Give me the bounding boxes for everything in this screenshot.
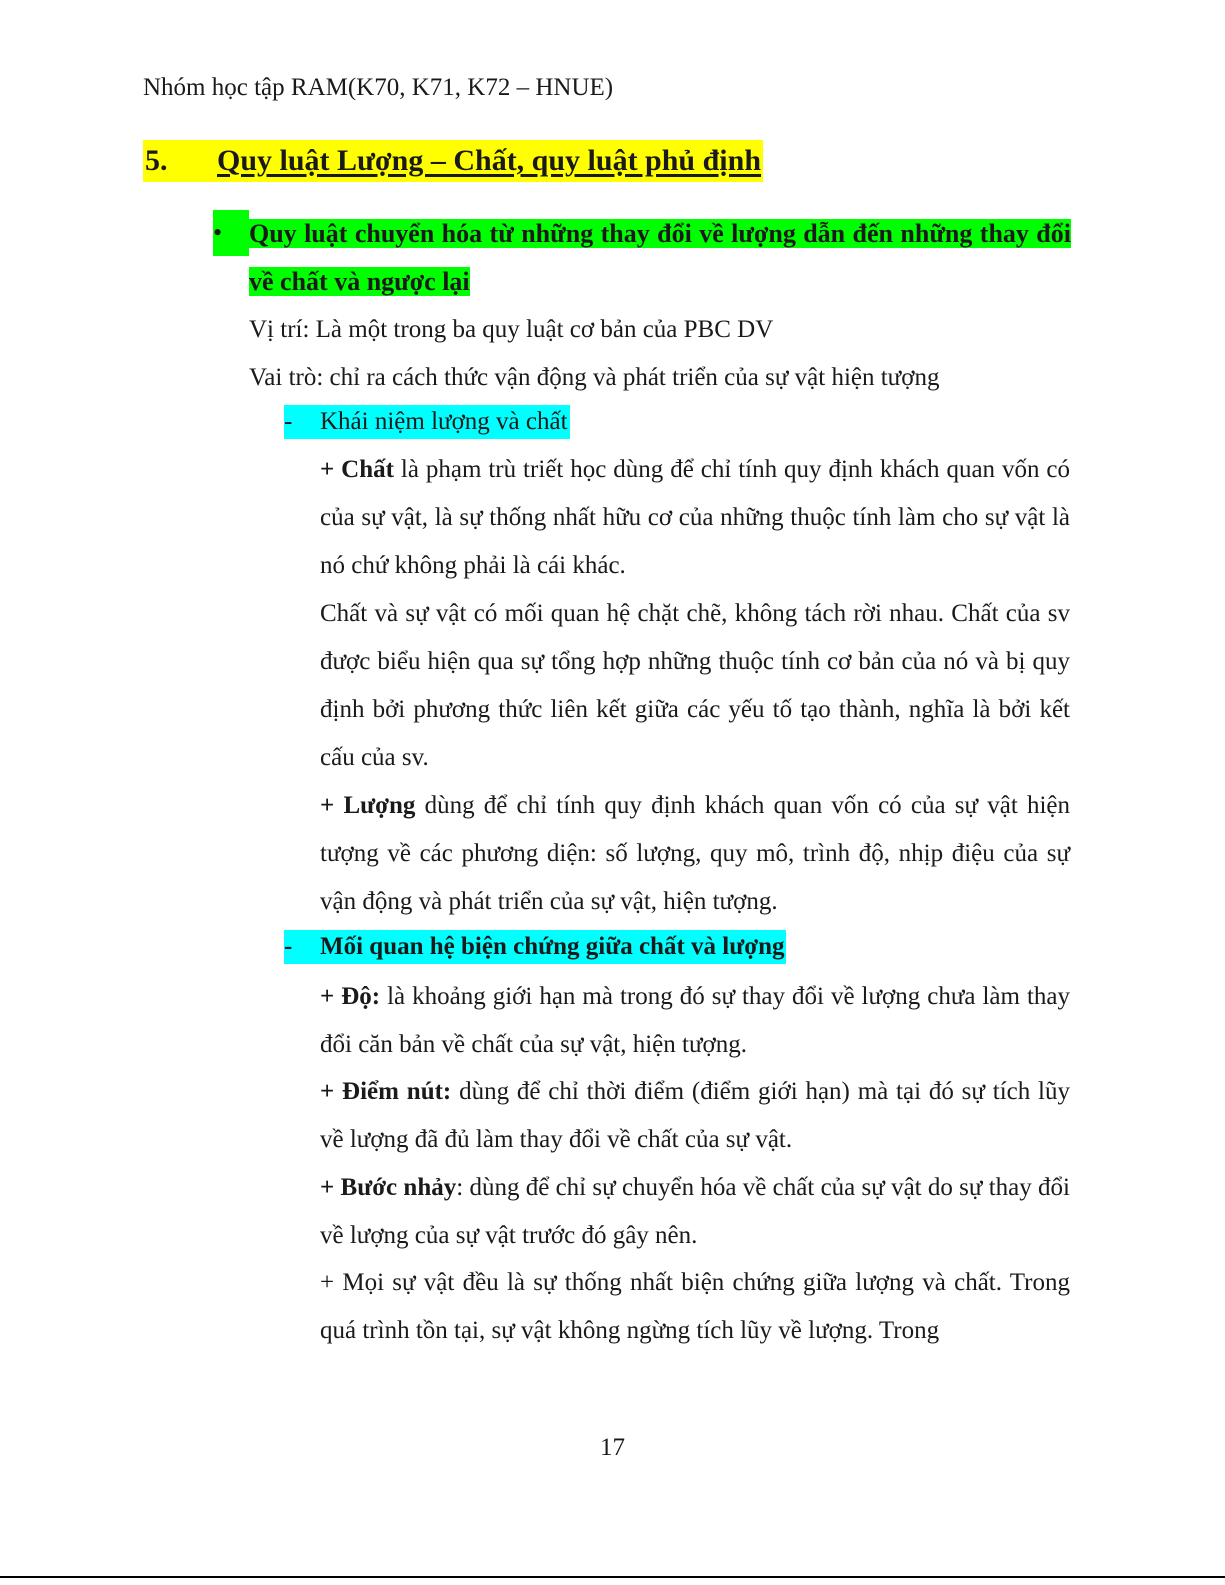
- buoc-nhay-definition: [320, 1164, 1070, 1260]
- section-heading: [143, 140, 763, 182]
- relation-heading-text: Mối quan hệ biện chứng giữa chất và lượng: [320, 933, 785, 960]
- position-line: Vị trí: Là một trong ba quy luật cơ bản của PBC DV: [249, 316, 774, 343]
- law-title: [249, 210, 1071, 306]
- luong-term: + Lượng: [320, 792, 416, 819]
- diem-nut-definition-text: dùng để chỉ thời điểm (điểm giới hạn) mà tại đó sự tích lũy về lượng đã đủ làm thay đổi về chất của sự vật.: [320, 1078, 1071, 1153]
- section-title: Quy luật Lượng – Chất, quy luật phủ định: [217, 144, 761, 177]
- page-number: 17: [600, 1434, 625, 1461]
- chat-definition: [320, 446, 1070, 590]
- page-header: Nhóm học tập RAM(K70, K71, K72 – HNUE): [143, 74, 614, 101]
- concept-heading: [284, 405, 570, 439]
- section-number: 5.: [145, 144, 168, 177]
- unity-paragraph: + Mọi sự vật đều là sự thống nhất biện chứng giữa lượng và chất. Trong quá trình tồn tại, sự vật không ngừng tích lũy về lượng. Trong: [320, 1269, 1070, 1344]
- do-definition-text: là khoảng giới hạn mà trong đó sự thay đổi về lượng chưa làm thay đổi căn bản về chất của sự vật, hiện tượng.: [320, 983, 1071, 1058]
- role-line: Vai trò: chỉ ra cách thức vận động và phát triển của sự vật hiện tượng: [249, 364, 940, 391]
- do-definition: [320, 973, 1070, 1069]
- do-term: + Độ:: [320, 983, 381, 1010]
- law-bullet: [213, 210, 1071, 306]
- bottom-border: [0, 1576, 1225, 1578]
- law-title-text: Quy luật chuyển hóa từ những thay đổi về lượng dẫn đến những thay đổi về chất và ngược lại: [249, 219, 1071, 296]
- luong-definition-text: dùng để chỉ tính quy định khách quan vốn có của sự vật hiện tượng về các phương diện: số lượng, quy mô, trình độ, nhịp điệu của sự vận động và phát triển của sự vật, hiện tượng.: [320, 792, 1071, 915]
- diem-nut-definition: [320, 1068, 1070, 1164]
- buoc-nhay-definition-text: : dùng để chỉ sự chuyển hóa về chất của sự vật do sự thay đổi về lượng của sự vật trước đó gây nên.: [320, 1174, 1070, 1249]
- buoc-nhay-term: + Bước nhảy: [320, 1174, 457, 1201]
- diem-nut-term: + Điểm nút:: [320, 1078, 452, 1105]
- bullet-icon: •: [213, 210, 249, 256]
- dash-marker: -: [284, 933, 293, 960]
- luong-definition: [320, 782, 1070, 926]
- relation-heading: [284, 930, 786, 964]
- concept-heading-text: Khái niệm lượng và chất: [320, 408, 568, 435]
- chat-paragraph: Chất và sự vật có mối quan hệ chặt chẽ, không tách rời nhau. Chất của sv được biểu hiện qua sự tổng hợp những thuộc tính cơ bản của nó và bị quy định bởi phương thức liên kết giữa các yếu tố tạo thành, nghĩa là bởi kết cấu của sv.: [320, 600, 1070, 771]
- dash-marker: -: [284, 408, 293, 435]
- chat-definition-text: là phạm trù triết học dùng để chỉ tính quy định khách quan vốn có của sự vật, là sự thống nhất hữu cơ của những thuộc tính làm cho sự vật là nó chứ không phải là cái khác.: [320, 456, 1070, 579]
- chat-term: + Chất: [320, 456, 394, 483]
